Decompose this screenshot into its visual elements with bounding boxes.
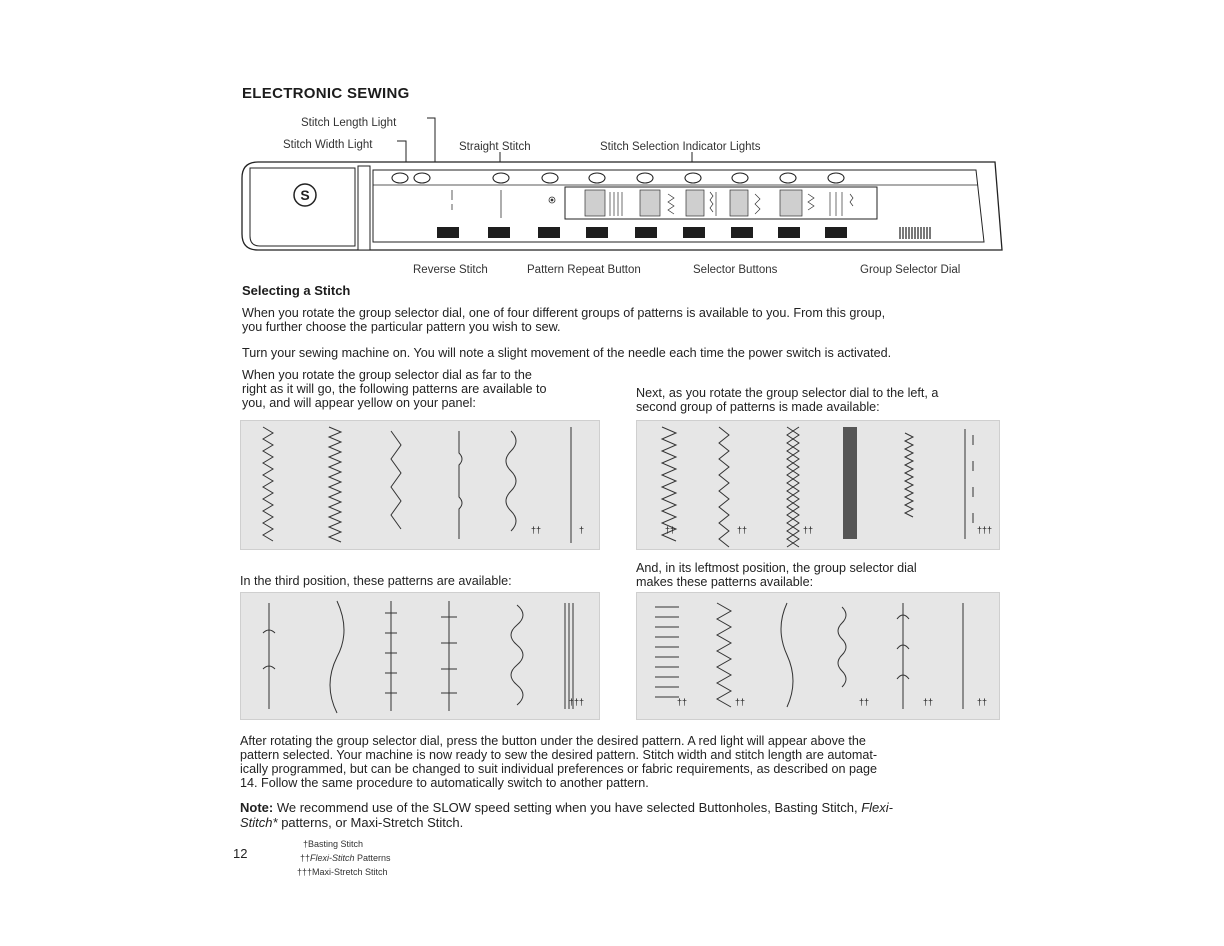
- pattern-mark-c: ††: [803, 525, 814, 535]
- note-text-1: We recommend use of the SLOW speed setting when you have selected Buttonholes, Basting Stitch,: [273, 800, 862, 815]
- group1-line-3: you, and will appear yellow on your panel:: [242, 396, 476, 410]
- footnote-flexi-mark: ††: [300, 853, 311, 863]
- footnote-maxi: †††Maxi-Stretch Stitch: [297, 867, 388, 877]
- intro-paragraph: [242, 306, 1012, 334]
- reverse-stitch-label: Reverse Stitch: [413, 264, 488, 276]
- pattern-mark-a: ††: [665, 525, 676, 535]
- pattern-repeat-label: Pattern Repeat Button: [527, 264, 641, 276]
- group-selector-dial-label: Group Selector Dial: [860, 264, 961, 276]
- instructions-line-4: 14. Follow the same procedure to automatically switch to another pattern.: [240, 776, 649, 790]
- group1-line-2: right as it will go, the following patterns are available to: [242, 382, 547, 396]
- pattern-mark-h: ††: [923, 697, 934, 707]
- pattern-mark-i: ††: [977, 697, 988, 707]
- group4-paragraph: [636, 561, 1016, 589]
- page-heading: ELECTRONIC SEWING: [242, 85, 410, 102]
- pattern-group-3-image: [240, 592, 600, 720]
- pattern-mark-e: ††: [677, 697, 688, 707]
- pattern-group-4-image: [636, 592, 1000, 720]
- indicator-lights-label: Stitch Selection Indicator Lights: [600, 141, 761, 153]
- note-text-2: patterns, or Maxi-Stretch Stitch.: [277, 815, 464, 830]
- pattern-mark-basting: †: [579, 525, 585, 535]
- section-subheading: Selecting a Stitch: [242, 283, 351, 298]
- pattern-mark-f: ††: [735, 697, 746, 707]
- group2-paragraph: [636, 386, 1016, 414]
- pattern-mark-g: ††: [859, 697, 870, 707]
- note-paragraph: [240, 800, 1010, 830]
- intro-line-1: When you rotate the group selector dial, one of four different groups of patterns is available to you. From this group,: [242, 306, 886, 320]
- group2-line-1: Next, as you rotate the group selector dial to the left, a: [636, 386, 939, 400]
- pattern-mark-b: ††: [737, 525, 748, 535]
- pattern-mark-d: †††: [977, 525, 993, 535]
- svg-text:S: S: [300, 187, 310, 203]
- footnote-basting: †Basting Stitch: [303, 839, 364, 849]
- pattern-mark-flexi: ††: [531, 525, 542, 535]
- group1-line-1: When you rotate the group selector dial as far to the: [242, 368, 532, 382]
- instructions-paragraph: [240, 734, 1010, 790]
- instructions-line-1: After rotating the group selector dial, press the button under the desired pattern. A red light will appear above the: [240, 734, 866, 748]
- note-label: Note:: [240, 800, 274, 815]
- power-paragraph: Turn your sewing machine on. You will note a slight movement of the needle each time the power switch is activated.: [242, 346, 892, 360]
- footnote-flexi: [300, 853, 391, 863]
- pattern-group-2-image: [636, 420, 1000, 550]
- stitch-width-light-label: Stitch Width Light: [283, 139, 373, 151]
- instructions-line-2: pattern selected. Your machine is now ready to sew the desired pattern. Stitch width and stitch length are automat-: [240, 748, 878, 762]
- pattern-group-1-image: [240, 420, 600, 550]
- selector-buttons-label: Selector Buttons: [693, 264, 778, 276]
- footnote-flexi-italic: Flexi-Stitch: [310, 853, 355, 863]
- stitch-length-light-label: Stitch Length Light: [301, 117, 397, 129]
- note-stitch-word: Stitch*: [240, 815, 278, 830]
- group4-line-2: makes these patterns available:: [636, 575, 814, 589]
- page-number: 12: [233, 846, 248, 861]
- instructions-line-3: ically programmed, but can be changed to suit individual preferences or fabric requirements, as described on page: [240, 762, 878, 776]
- group3-paragraph: In the third position, these patterns are available:: [240, 574, 512, 588]
- group4-line-1: And, in its leftmost position, the group selector dial: [636, 561, 917, 575]
- note-flexi: Flexi-: [861, 800, 893, 815]
- group2-line-2: second group of patterns is made available:: [636, 400, 880, 414]
- footnote-flexi-rest: Patterns: [354, 853, 391, 863]
- straight-stitch-label: Straight Stitch: [459, 141, 531, 153]
- intro-line-2: you further choose the particular pattern you wish to sew.: [242, 320, 561, 334]
- control-panel-diagram: [240, 110, 1010, 265]
- pattern-mark-maxi: †††: [569, 697, 585, 707]
- group1-paragraph: [242, 368, 622, 410]
